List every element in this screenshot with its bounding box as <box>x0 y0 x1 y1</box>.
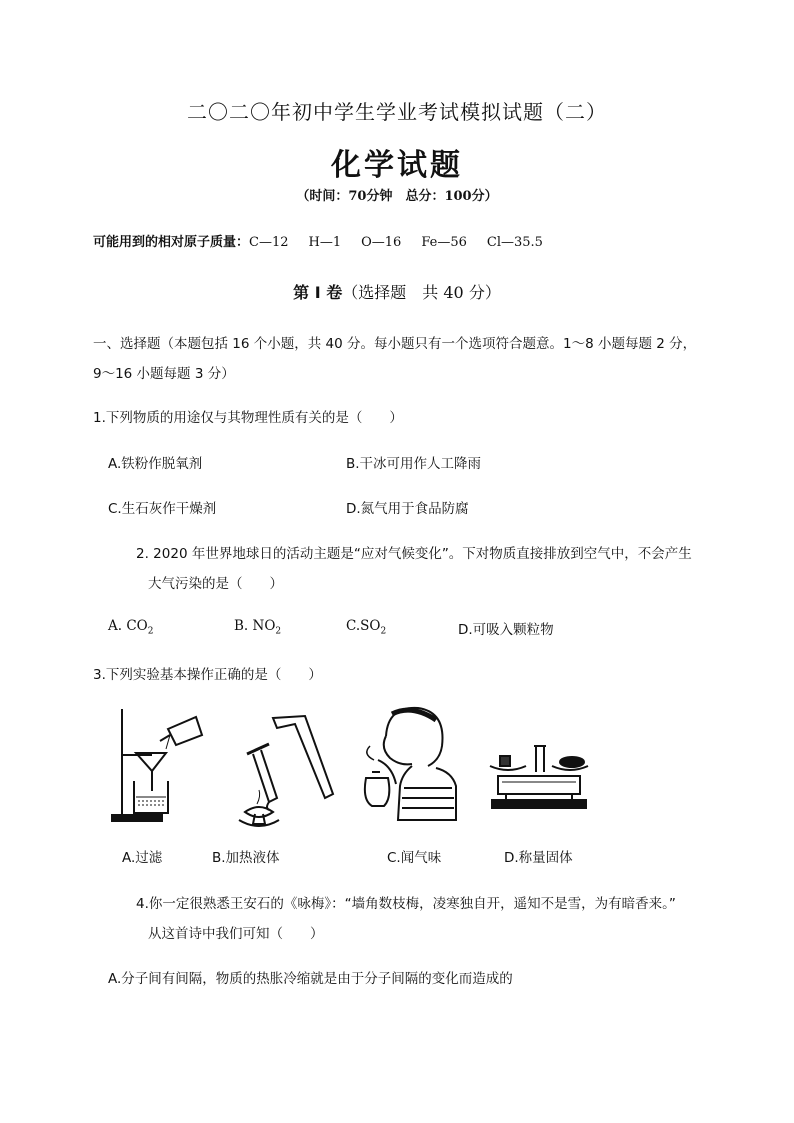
section-instructions-line2: 9～16 小题每题 3 分） <box>93 366 235 382</box>
part-title-rest: （选择题 共 40 分） <box>342 283 501 302</box>
question-3-option-d: D.称量固体 <box>504 850 573 866</box>
question-1-option-a: A.铁粉作脱氧剂 <box>108 456 203 472</box>
atomic-mass-label: 可能用到的相对原子质量： <box>93 235 250 250</box>
atomic-masses-line <box>93 231 563 250</box>
question-2-option-b: B. $NO_2$ <box>234 618 282 637</box>
question-2-option-c: $C.SO_2$ <box>346 618 387 637</box>
question-3-option-b: B.加热液体 <box>212 850 280 866</box>
subject-title: 化学试题 <box>331 148 463 183</box>
filtration-figure <box>108 705 208 825</box>
question-4-option-a: A.分子间有间隔，物质的热胀冷缩就是由于分子间隔的变化而造成的 <box>108 971 513 987</box>
question-4-stem-line1: 4.你一定很熟悉王安石的《咏梅》：“墙角数枝梅，凌寒独自开，遥知不是雪，为有暗香来。” <box>136 896 676 912</box>
question-3-stem: 3.下列实验基本操作正确的是（ ） <box>93 667 322 683</box>
atomic-mass-item: C—12 <box>249 235 289 250</box>
heating-liquid-figure <box>225 710 340 830</box>
balance-figure <box>484 742 594 822</box>
section-instructions-line1: 一、选择题（本题包括 16 个小题，共 40 分。每小题只有一个选项符合题意。1～8 小题每题 2 分， <box>93 336 697 352</box>
question-2-stem-line2: 大气污染的是（ ） <box>148 576 283 592</box>
atomic-mass-item: O—16 <box>361 235 402 250</box>
question-3-option-a: A.过滤 <box>122 850 163 866</box>
part-title-bold: 第 I 卷 <box>293 283 343 302</box>
question-1-option-b: B.干冰可用作人工降雨 <box>346 456 482 472</box>
exam-title: 二〇二〇年初中学生学业考试模拟试题（二） <box>187 100 607 124</box>
question-1-option-c: C.生石灰作干燥剂 <box>108 501 217 517</box>
question-1-option-d: D.氮气用于食品防腐 <box>346 501 469 517</box>
part-title <box>0 280 794 303</box>
atomic-mass-item: H—1 <box>308 235 342 250</box>
time-info: （时间：70分钟 总分：100分） <box>296 189 498 204</box>
question-1-stem: 1.下列物质的用途仅与其物理性质有关的是（ ） <box>93 410 403 426</box>
atomic-mass-item: Cl—35.5 <box>486 235 543 250</box>
question-4-stem-line2: 从这首诗中我们可知（ ） <box>148 926 324 942</box>
atomic-mass-item: Fe—56 <box>421 235 467 250</box>
question-2-stem-line1: 2. 2020 年世界地球日的活动主题是“应对气候变化”。下对物质直接排放到空气中，不会产生 <box>136 546 692 562</box>
question-2-option-a: A. $CO_2$ <box>108 618 154 637</box>
question-3-option-c: C.闻气味 <box>387 850 442 866</box>
question-2-option-d: D.可吸入颗粒物 <box>458 622 554 638</box>
smelling-figure <box>352 702 462 827</box>
